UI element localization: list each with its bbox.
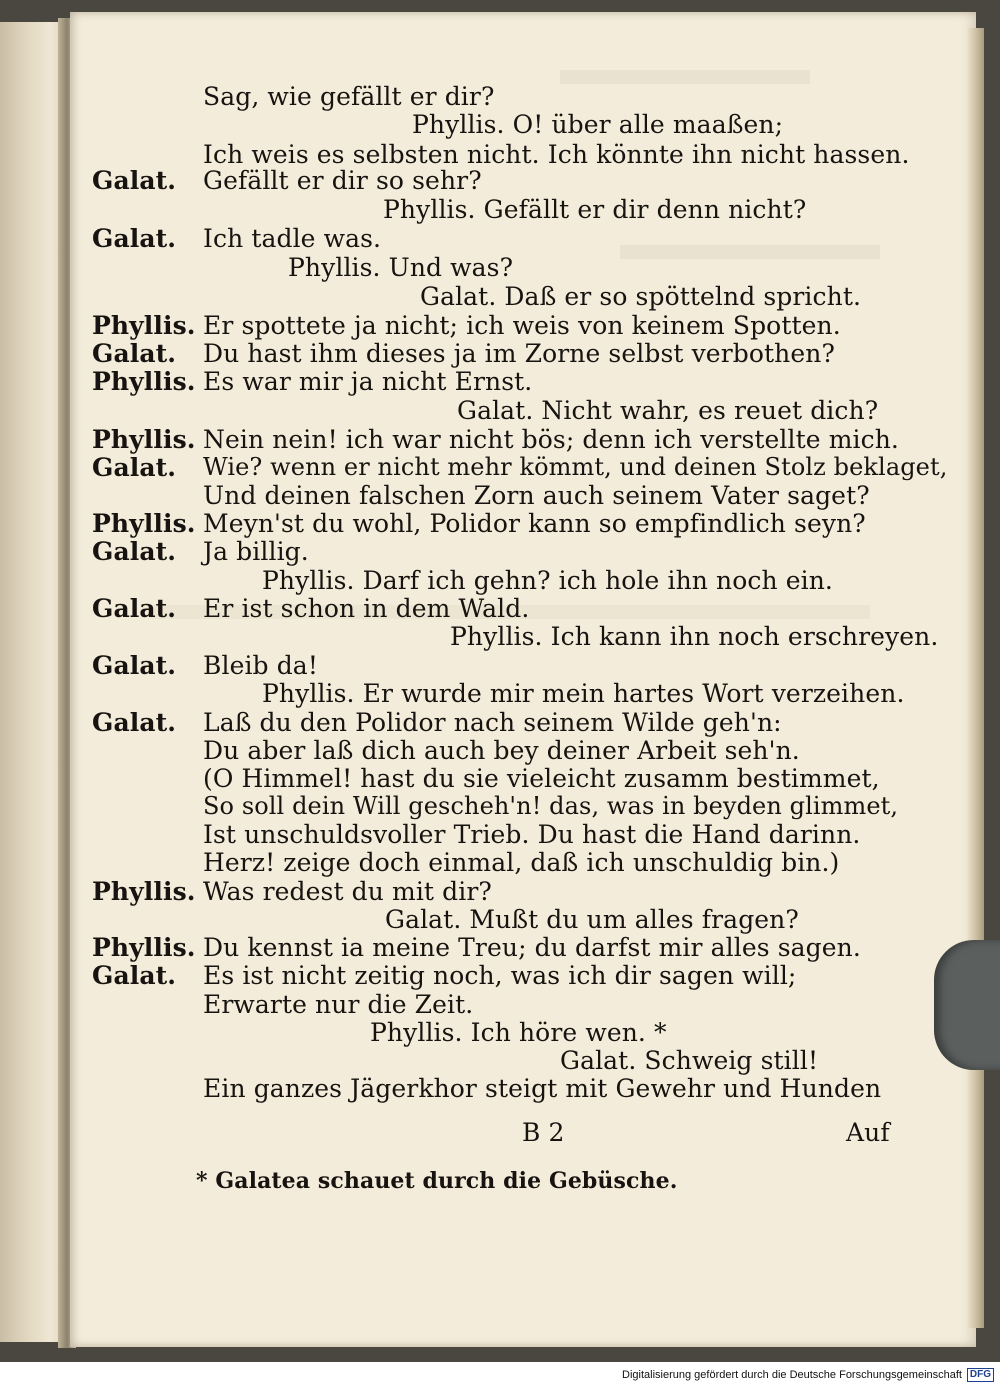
- speaker-label: Phyllis.: [92, 933, 196, 962]
- speaker-label: Galat.: [92, 594, 177, 623]
- digitization-credit: Digitalisierung gefördert durch die Deutsche Forschungsgemeinschaft: [622, 1369, 962, 1381]
- speaker-label: Galat.: [92, 708, 177, 737]
- speaker-label: Phyllis.: [92, 311, 196, 340]
- speaker-label: Galat.: [92, 166, 177, 195]
- verse-line: Galat. Mußt du um alles fragen?: [385, 905, 799, 934]
- dfg-logo: DFG: [967, 1368, 994, 1382]
- verse-line: Phyllis. Und was?: [288, 253, 514, 282]
- verse-line: Ich tadle was.: [203, 224, 382, 253]
- show-through: [560, 70, 810, 84]
- verse-line: Du hast ihm dieses ja im Zorne selbst verbothen?: [203, 339, 835, 368]
- verse-line: Phyllis. Ich höre wen. *: [370, 1018, 667, 1047]
- verse-line: Es ist nicht zeitig noch, was ich dir sagen will;: [203, 961, 797, 990]
- speaker-label: Galat.: [92, 537, 177, 566]
- speaker-label: Galat.: [92, 961, 177, 990]
- verse-line: Sag, wie gefällt er dir?: [203, 82, 495, 111]
- verse-line: Phyllis. Ich kann ihn noch erschreyen.: [450, 622, 939, 651]
- speaker-label: Phyllis.: [92, 367, 196, 396]
- speaker-label: Galat.: [92, 453, 177, 482]
- verse-line: Galat. Daß er so spöttelnd spricht.: [420, 282, 862, 311]
- verse-line: Ich weis es selbsten nicht. Ich könnte ihn nicht hassen.: [203, 140, 910, 169]
- speaker-label: Phyllis.: [92, 509, 196, 538]
- speaker-label: Galat.: [92, 224, 177, 253]
- verse-line: Du kennst ia meine Treu; du darfst mir alles sagen.: [203, 933, 861, 962]
- verse-line: Und deinen falschen Zorn auch seinem Vater saget?: [203, 481, 870, 510]
- footnote: * Galatea schauet durch die Gebüsche.: [196, 1168, 678, 1194]
- verse-line: Herz! zeige doch einmal, daß ich unschuldig bin.): [203, 848, 840, 877]
- verse-line: Ja billig.: [203, 537, 309, 566]
- verse-line: Es war mir ja nicht Ernst.: [203, 367, 533, 396]
- verse-line: Nein nein! ich war nicht bös; denn ich verstellte mich.: [203, 425, 899, 454]
- page-edge: [968, 28, 984, 1328]
- catchword: Auf: [846, 1118, 890, 1147]
- verse-line: Phyllis. Gefällt er dir denn nicht?: [383, 195, 807, 224]
- verse-line: Galat. Nicht wahr, es reuet dich?: [457, 396, 879, 425]
- verse-line: Wie? wenn er nicht mehr kömmt, und deinen Stolz beklaget,: [203, 453, 948, 481]
- verse-line: Er spottete ja nicht; ich weis von keinem Spotten.: [203, 311, 841, 340]
- verse-line: Phyllis. O! über alle maaßen;: [412, 110, 784, 139]
- verse-line: Bleib da!: [203, 651, 318, 680]
- verse-line: So soll dein Will gescheh'n! das, was in beyden glimmet,: [203, 792, 899, 820]
- show-through: [620, 245, 880, 259]
- verse-line: Phyllis. Er wurde mir mein hartes Wort verzeihen.: [262, 679, 905, 708]
- verse-line: Du aber laß dich auch bey deiner Arbeit seh'n.: [203, 736, 800, 765]
- verse-line: Meyn'st du wohl, Polidor kann so empfindlich seyn?: [203, 509, 866, 538]
- signature-mark: B 2: [522, 1118, 565, 1147]
- verse-line: Ein ganzes Jägerkhor steigt mit Gewehr und Hunden: [203, 1074, 882, 1103]
- speaker-label: Phyllis.: [92, 425, 196, 454]
- verse-line: Phyllis. Darf ich gehn? ich hole ihn noch ein.: [262, 566, 833, 595]
- speaker-label: Phyllis.: [92, 877, 196, 906]
- page-holder-tab: [934, 940, 1000, 1070]
- verse-line: (O Himmel! hast du sie vieleicht zusamm bestimmet,: [203, 764, 880, 793]
- verse-line: Erwarte nur die Zeit.: [203, 990, 474, 1019]
- verse-line: Er ist schon in dem Wald.: [203, 594, 530, 623]
- verse-line: Galat. Schweig still!: [560, 1046, 819, 1075]
- verse-line: Laß du den Polidor nach seinem Wilde geh'n:: [203, 708, 782, 737]
- verse-line: Was redest du mit dir?: [203, 877, 492, 906]
- speaker-label: Galat.: [92, 339, 177, 368]
- speaker-label: Galat.: [92, 651, 177, 680]
- verse-line: Ist unschuldsvoller Trieb. Du hast die Hand darinn.: [203, 820, 861, 849]
- verse-line: Gefällt er dir so sehr?: [203, 166, 482, 195]
